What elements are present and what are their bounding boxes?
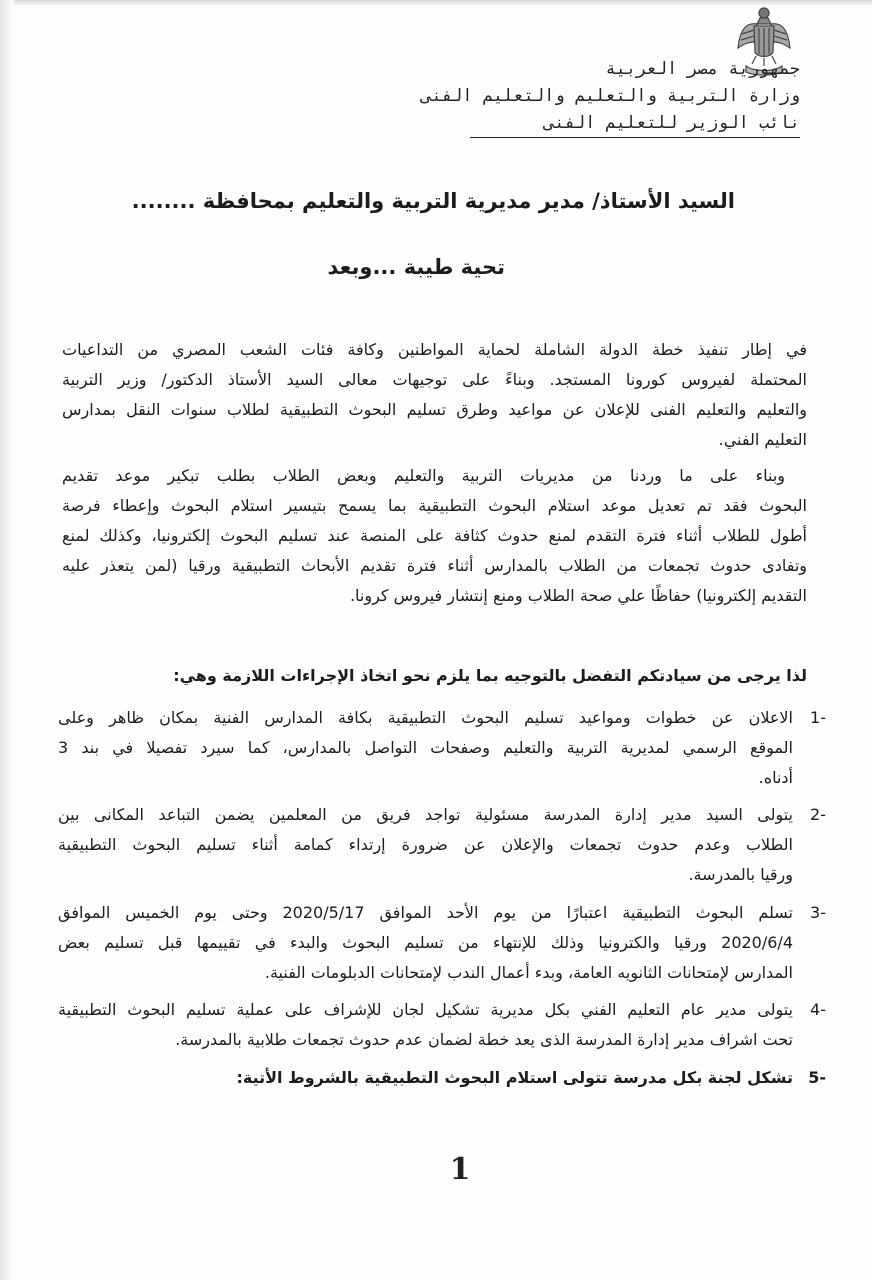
list-item-line: يتولى السيد مدير إدارة المدرسة مسئولية تواجد فريق من المعلمين يضمن التباعد المكانى بين bbox=[58, 805, 793, 824]
letterhead-country: جمهورية مصر العربية bbox=[605, 59, 800, 79]
page-left-shadow bbox=[0, 0, 14, 1280]
list-item bbox=[58, 1063, 826, 1093]
list-item-number: 4- bbox=[810, 1000, 826, 1019]
paragraph-line: البحوث فقد تم تعديل موعد استلام البحوث التطبيقية بما يسمح بتيسير استلام البحوث وإعطاء فرصة bbox=[62, 496, 807, 515]
paragraph-line: وتفادى حدوث تجمعات من الطلاب بالمدارس أثناء فترة تقديم الأبحاث التطبيقية ورقيا (لمن يتعذر عليه bbox=[62, 556, 807, 575]
list-item-line: المدارس لإمتحانات الثانويه العامة، وبدء أعمال الندب لإمتحانات الدبلومات الفنية. bbox=[264, 963, 793, 982]
paragraph-line: والتعليم والتعليم الفنى للإعلان عن مواعيد وطرق تسليم البحوث التطبيقية لطلاب سنوات النقل بمدارس bbox=[62, 400, 807, 419]
list-item bbox=[58, 898, 826, 988]
request-heading: لذا يرجى من سيادتكم التفضل بالتوجيه بما يلزم نحو اتخاذ الإجراءات اللازمة وهي: bbox=[173, 666, 807, 685]
list-item-line: تسلم البحوث التطبيقية اعتبارًا من يوم الأحد الموافق 2020/5/17 وحتى يوم الخميس الموافق bbox=[58, 903, 793, 922]
list-item-number: 2- bbox=[810, 805, 826, 824]
letterhead-office: نائب الوزير للتعليم الفنى bbox=[470, 110, 800, 138]
paragraph-line: التعليم الفني. bbox=[718, 430, 807, 449]
list-item-line: الطلاب وعدم حدوث تجمعات والإعلان عن ضرورة إرتداء كمامة أثناء تسليم البحوث التطبيقية bbox=[58, 835, 793, 854]
paragraph-line: في إطار تنفيذ خطة الدولة الشاملة لحماية المواطنين وكافة فئات الشعب المصري من التداعيات bbox=[62, 340, 807, 359]
list-item-number: 5- bbox=[808, 1068, 826, 1087]
list-item bbox=[58, 800, 826, 890]
greeting-heading: تحية طيبة ...وبعد bbox=[327, 255, 505, 279]
paragraph-line: وبناء على ما وردنا من مديريات التربية والتعليم وبعض الطلاب بطلب تبكير موعد تقديم bbox=[62, 466, 785, 485]
list-item-line: تشكل لجنة بكل مدرسة تتولى استلام البحوث التطبيقية بالشروط الأتية: bbox=[236, 1068, 793, 1087]
list-item bbox=[58, 703, 826, 793]
addressee-heading: السيد الأستاذ/ مدير مديرية التربية والتعليم بمحافظة ........ bbox=[131, 189, 735, 213]
paragraph-line: التقديم إلكترونيا) حفاظًا علي صحة الطلاب ومنع إنتشار فيروس كرونا. bbox=[349, 586, 807, 605]
list-item-line: يتولى مدير عام التعليم الفني بكل مديرية تشكيل لجان للإشراف على عملية تسليم البحوث التطبيقية bbox=[58, 1000, 793, 1019]
list-item-line: أدناه. bbox=[758, 768, 793, 787]
list-item-line: الموقع الرسمي لمديرية التربية والتعليم وصفحات التواصل بالمدارس، كما سيرد تفصيلا في بند 3 bbox=[58, 738, 793, 757]
paragraph-intro bbox=[62, 335, 807, 455]
paragraph-context bbox=[62, 461, 807, 611]
paragraph-line: المحتملة لفيروس كورونا المستجد. وبناءً على توجيهات معالى السيد الأستاذ الدكتور/ وزير التربية bbox=[62, 370, 807, 389]
paragraph-line: أطول للطلاب أثناء فترة التقدم لمنع حدوث كثافة على المنصة عند تسليم البحوث إلكترونيا، وكذلك لمنع bbox=[62, 526, 807, 545]
list-item-line: الاعلان عن خطوات ومواعيد تسليم البحوث التطبيقية بكافة المدارس الفنية بمكان ظاهر وعلى bbox=[58, 708, 793, 727]
letterhead bbox=[421, 56, 800, 138]
page-number: 1 bbox=[449, 1152, 471, 1187]
list-item-line: تحت اشراف مدير إدارة المدرسة الذى يعد خطة لضمان عدم حدوث تجمعات طلابية بالمدرسة. bbox=[175, 1030, 793, 1049]
list-item-number: 1- bbox=[810, 708, 826, 727]
list-item-line: 2020/6/4 ورقيا والكترونيا وذلك للإنتهاء من تسليم البحوث والبدء في تقييمها قبل تسليم بعض bbox=[58, 933, 793, 952]
list-item-line: ورقيا بالمدرسة. bbox=[688, 865, 793, 884]
list-item-number: 3- bbox=[810, 903, 826, 922]
letterhead-ministry: وزارة التربية والتعليم والتعليم الفنى bbox=[421, 86, 800, 106]
list-item bbox=[58, 995, 826, 1055]
